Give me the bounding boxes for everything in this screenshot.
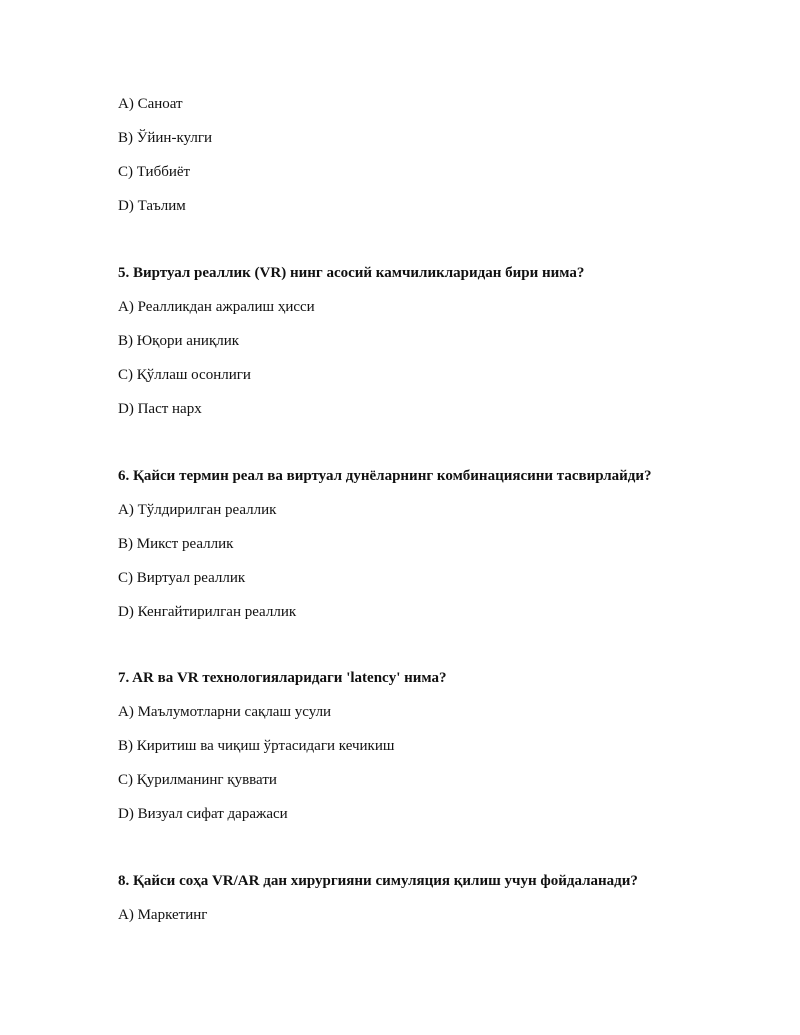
q5-text: 5. Виртуал реаллик (VR) нинг асосий камчиликларидан бири нима? bbox=[118, 265, 585, 281]
q6-option-a: A) Тўлдирилган реаллик bbox=[118, 502, 277, 518]
q6-option-d: D) Кенгайтирилган реаллик bbox=[118, 604, 297, 620]
q4-option-d: D) Таълим bbox=[118, 198, 186, 214]
q8-option-a: A) Маркетинг bbox=[118, 907, 208, 923]
q4-option-c: C) Тиббиёт bbox=[118, 164, 191, 180]
q7-option-c: C) Қурилманинг қуввати bbox=[118, 772, 277, 788]
q6-option-b: B) Микст реаллик bbox=[118, 536, 234, 552]
q6-option-c: C) Виртуал реаллик bbox=[118, 570, 246, 586]
q7-text: 7. AR ва VR технологияларидаги 'latency' нима? bbox=[118, 670, 447, 686]
question-6 bbox=[118, 466, 760, 622]
question-4-options bbox=[118, 94, 760, 216]
q5-option-a: A) Реалликдан ажралиш ҳисси bbox=[118, 299, 315, 315]
question-7 bbox=[118, 668, 760, 824]
q5-option-b: B) Юқори аниқлик bbox=[118, 333, 240, 349]
q7-option-d: D) Визуал сифат даражаси bbox=[118, 806, 288, 822]
q4-option-a: A) Саноат bbox=[118, 96, 183, 112]
q5-option-d: D) Паст нарх bbox=[118, 401, 202, 417]
question-8 bbox=[118, 871, 760, 925]
q7-option-a: A) Маълумотларни сақлаш усули bbox=[118, 704, 332, 720]
q4-option-b: B) Ўйин-кулги bbox=[118, 130, 213, 146]
q5-option-c: C) Қўллаш осонлиги bbox=[118, 367, 251, 383]
question-5 bbox=[118, 263, 760, 419]
q7-option-b: B) Киритиш ва чиқиш ўртасидаги кечикиш bbox=[118, 738, 395, 754]
q6-text: 6. Қайси термин реал ва виртуал дунёларнинг комбинациясини тасвирлайди? bbox=[118, 468, 652, 484]
q8-text: 8. Қайси соҳа VR/AR дан хирургияни симуляция қилиш учун фойдаланади? bbox=[118, 873, 638, 889]
